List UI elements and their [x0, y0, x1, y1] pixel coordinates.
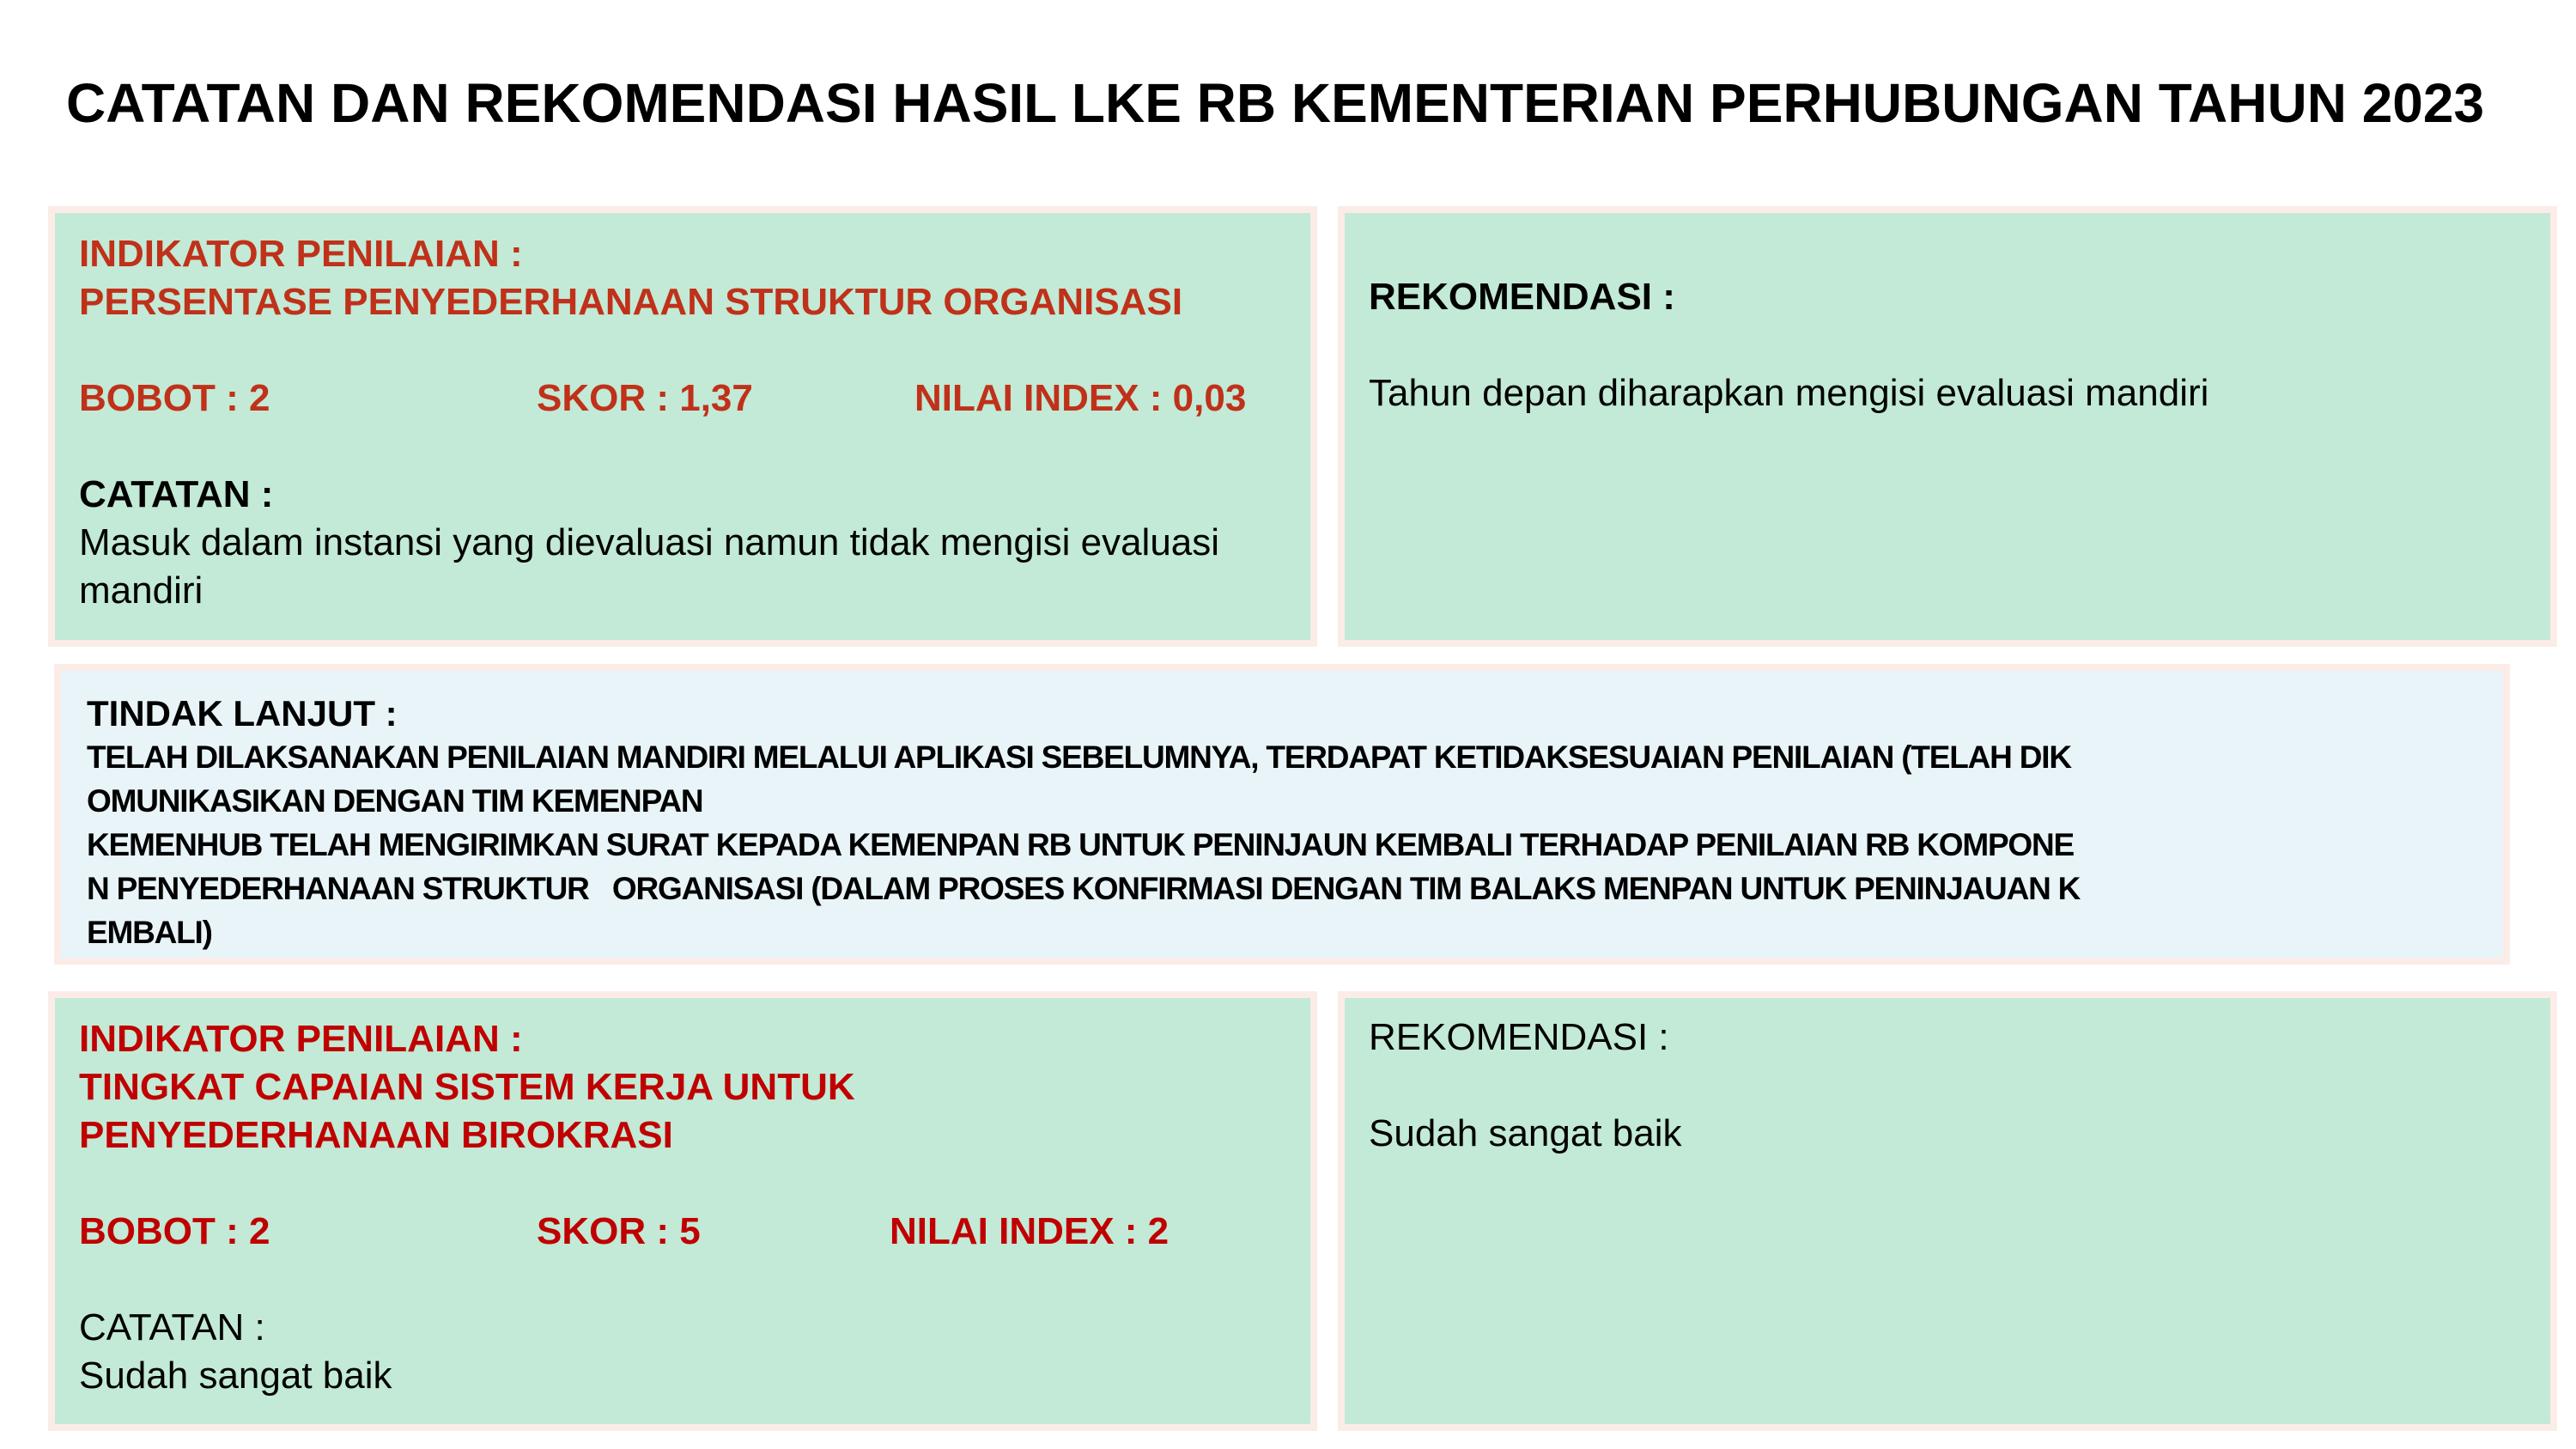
skor: SKOR : 1,37 [537, 377, 753, 419]
score-row [79, 374, 1293, 423]
rekomendasi-label: REKOMENDASI : [1369, 1016, 1669, 1058]
indicator-name: PENYEDERHANAAN BIROKRASI [79, 1114, 673, 1156]
indicator-card-2 [48, 991, 1317, 1431]
indicator-name: TINGKAT CAPAIAN SISTEM KERJA UNTUK [79, 1066, 855, 1108]
rekomendasi-text: Tahun depan diharapkan mengisi evaluasi mandiri [1369, 372, 2209, 414]
bobot: BOBOT : 2 [79, 377, 270, 419]
bobot: BOBOT : 2 [79, 1210, 270, 1252]
rekomendasi-text: Sudah sangat baik [1369, 1112, 1682, 1154]
recommendation-card-2 [1338, 991, 2557, 1431]
rekomendasi-label: REKOMENDASI : [1369, 276, 1675, 318]
nilai-index: NILAI INDEX : 2 [890, 1210, 1170, 1252]
indicator-name: PERSENTASE PENYEDERHANAAN STRUKTUR ORGANISASI [79, 281, 1183, 323]
recommendation-card-1 [1338, 206, 2557, 647]
tindak-lanjut-line: OMUNIKASIKAN DENGAN TIM KEMENPAN [87, 783, 703, 819]
skor: SKOR : 5 [537, 1210, 701, 1252]
page-title: CATATAN DAN REKOMENDASI HASIL LKE RB KEMENTERIAN PERHUBUNGAN TAHUN 2023 [65, 72, 2485, 134]
tindak-lanjut-line: KEMENHUB TELAH MENGIRIMKAN SURAT KEPADA KEMENPAN RB UNTUK PENINJAUN KEMBALI TERHADAP PENILAIAN RB KOMPONE [87, 827, 2074, 862]
catatan-text: Sudah sangat baik [79, 1355, 392, 1397]
nilai-index: NILAI INDEX : 0,03 [914, 377, 1247, 419]
catatan-label: CATATAN : [79, 473, 274, 515]
tindak-lanjut-line: N PENYEDERHANAAN STRUKTUR ORGANISASI (DALAM PROSES KONFIRMASI DENGAN TIM BALAKS MENPAN UNTUK PENINJAUAN K [87, 871, 2081, 906]
score-row [79, 1208, 1293, 1256]
tindak-lanjut-card [54, 664, 2510, 965]
indicator-label: INDIKATOR PENILAIAN : [79, 233, 523, 275]
indicator-label: INDIKATOR PENILAIAN : [79, 1018, 523, 1060]
catatan-label: CATATAN : [79, 1306, 265, 1349]
tindak-lanjut-label: TINDAK LANJUT : [87, 693, 398, 734]
catatan-text: Masuk dalam instansi yang dievaluasi namun tidak mengisi evaluasi [79, 521, 1220, 563]
indicator-card-1 [48, 206, 1317, 647]
tindak-lanjut-line: TELAH DILAKSANAKAN PENILAIAN MANDIRI MELALUI APLIKASI SEBELUMNYA, TERDAPAT KETIDAKSESUAIAN PENILAIAN (TELAH DIK [87, 740, 2071, 775]
catatan-text: mandiri [79, 569, 204, 612]
tindak-lanjut-line: EMBALI) [87, 915, 212, 950]
